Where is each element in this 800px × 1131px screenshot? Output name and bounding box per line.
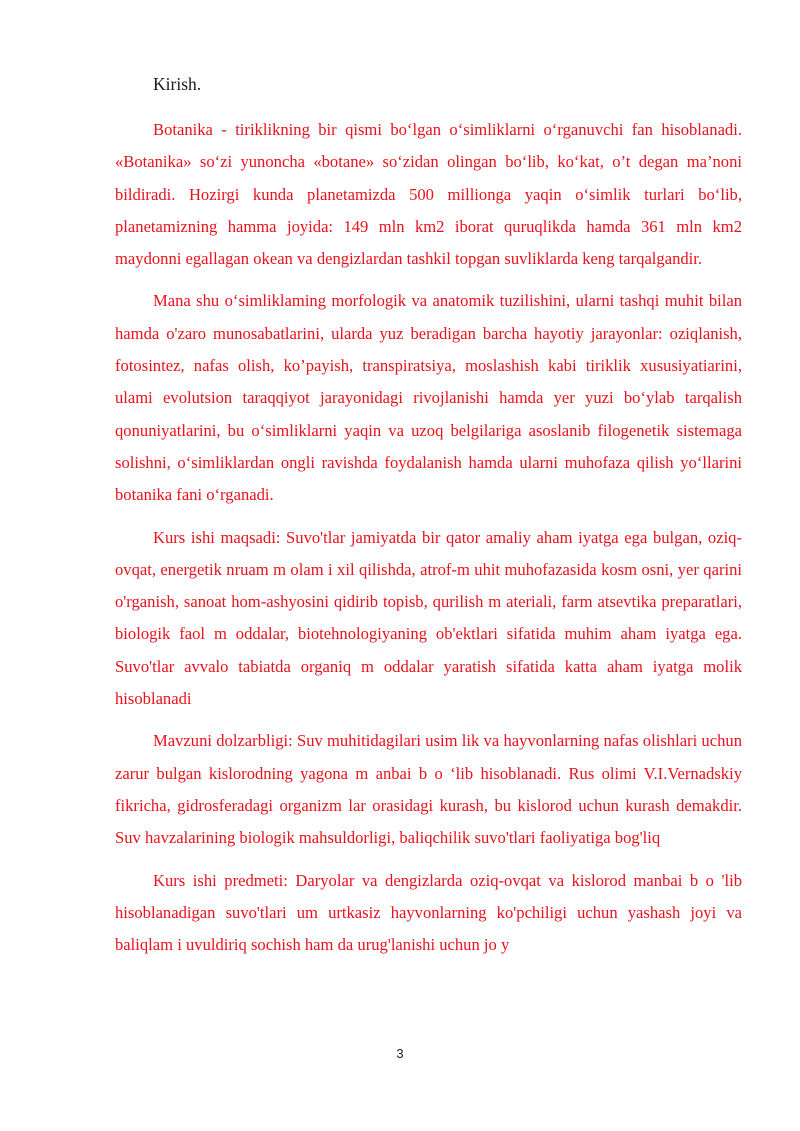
paragraph-relevance: Mavzuni dolzarbligi: Suv muhitidagilari usim lik va hayvonlarning nafas olishlari uchun zarur bulgan kislorodning yagona m anbai b o ‘lib hisoblanadi. Rus olimi V.I.Vernadskiy fikricha, gidrosferadagi organizm lar orasidagi kurash, bu kislorod uchun kurash demakdir. Suv havzalarining biologik mahsuldorligi, baliqchilik suvo'tlari faoliyatiga bog'liq xyxy=(115,731,742,848)
paragraph-botany-scope: Mana shu o‘simliklaming morfologik va anatomik tuzilishini, ularni tashqi muhit bilan hamda o'zaro munosabatlarini, ularda yuz beradigan barcha hayotiy jarayonlar: oziqlanish, fotosintez, nafas olish, ko’payish, transpiratsiya, moslashish kabi tiriklik xususiyatiarini, ulami evolutsion taraqqiyot jarayonidagi rivojlanishi hamda yer yuzi bo‘ylab tarqalish qonuniyatlarini, bu o‘simliklarni yaqin va uzoq belgilariga asoslanib filogenetik sistemaga solishni, o‘simliklardan ongli ravishda foydalanish hamda ularni muhofaza qilish yo‘llarini botanika fani o‘rganadi. xyxy=(115,291,742,505)
section-heading: Kirish. xyxy=(153,74,202,94)
paragraph-introduction: Botanika - tiriklikning bir qismi bo‘lgan o‘simliklarni o‘rganuvchi fan hisoblanadi. «Botanika» so‘zi yunoncha «botane» so‘zidan olingan bo‘lib, ko‘kat, o’t degan ma’noni bildiradi. Hozirgi kunda planetamizda 500 millionga yaqin o‘simlik turlari bo‘lib, planetamizning hamma joyida: 149 mln km2 iborat quruqlikda hamda 361 mln km2 maydonni egallagan okean va dengizlardan tashkil topgan suvliklarda keng tarqalgandir. xyxy=(115,120,742,269)
page-number: 3 xyxy=(396,1046,404,1061)
document-body xyxy=(115,114,742,971)
paragraph-course-goal: Kurs ishi maqsadi: Suvo'tlar jamiyatda bir qator amaliy aham iyatga ega bulgan, oziq-ovqat, energetik nruam m olam i xil qilishda, atrof-m uhit muhofazasida kosm osni, yer qarini o'rganish, sanoat hom-ashyosini qidirib topisb, qurilish m ateriali, farm atsevtika preparatlari, biologik faol m oddalar, biotehnologiyaning ob'ektlari sifatida muhim aham iyatga ega. Suvo'tlar avvalo tabiatda organiq m oddalar yaratish sifatida katta aham iyatga molik hisoblanadi xyxy=(115,527,742,709)
paragraph-course-subject: Kurs ishi predmeti: Daryolar va dengizlarda oziq-ovqat va kislorod manbai b o 'lib hisoblanadigan suvo'tlari um urtkasiz hayvonlarning ko'pchiligi uchun yashash joyi va baliqlam i uvuldiriq sochish ham da urug'lanishi uchun jo y xyxy=(115,870,742,955)
